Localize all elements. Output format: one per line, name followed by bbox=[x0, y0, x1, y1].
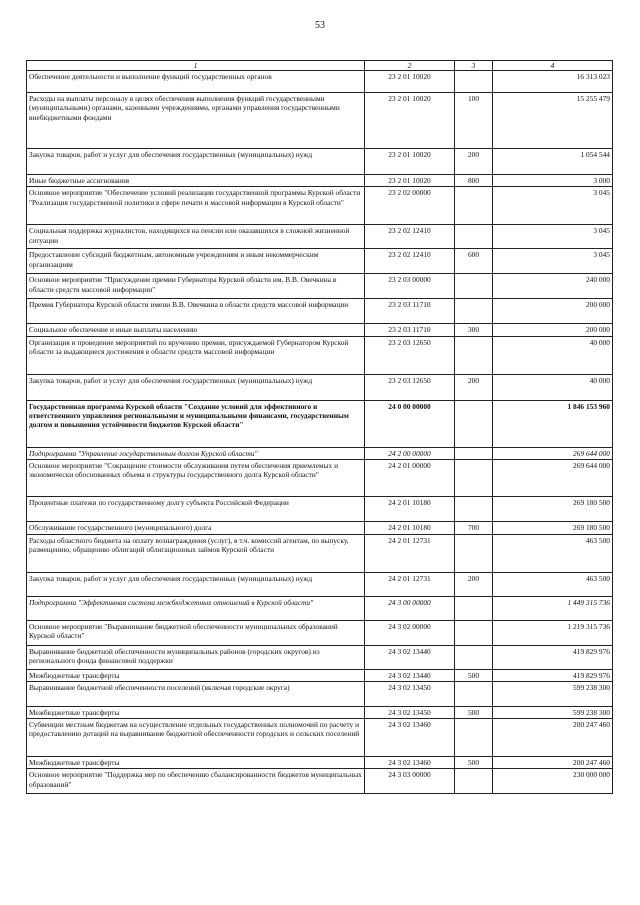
row-name-cell: Основное мероприятие "Обеспечение условий реализации государственной программы Курской области "Реализация государственной политики в сфере печати и массовой информации в Курской области" bbox=[27, 187, 365, 225]
row-amount-cell: 200 247 460 bbox=[493, 719, 613, 757]
row-type-cell bbox=[455, 596, 493, 620]
table-row bbox=[27, 620, 613, 645]
row-name-cell: Основное мероприятие "Присуждение премии Губернатора Курской области им. В.В. Овечкина в области средств массовой информации" bbox=[27, 274, 365, 299]
row-type-cell: 300 bbox=[455, 324, 493, 336]
row-name-cell: Обеспечение деятельности и выполнение функций государственных органов bbox=[27, 71, 365, 93]
page-number: 53 bbox=[315, 20, 325, 31]
row-amount-cell: 200 000 bbox=[493, 324, 613, 336]
column-header-code: 2 bbox=[365, 61, 455, 71]
row-code-cell: 24 3 00 00000 bbox=[365, 596, 455, 620]
row-amount-cell: 200 247 460 bbox=[493, 757, 613, 769]
row-amount-cell: 269 644 000 bbox=[493, 447, 613, 459]
table-row bbox=[27, 459, 613, 496]
row-name-cell: Расходы областного бюджета на оплату вознаграждения (услуг), в т.ч. комиссий агентам, по выпуску, размещению, обращению облигаций облигационных займов Курской области bbox=[27, 534, 365, 572]
table-row bbox=[27, 225, 613, 249]
row-name-cell: Закупка товаров, работ и услуг для обеспечения государственных (муниципальных) нужд bbox=[27, 374, 365, 400]
row-type-cell: 500 bbox=[455, 669, 493, 681]
row-type-cell bbox=[455, 400, 493, 447]
row-code-cell: 23 2 01 10020 bbox=[365, 71, 455, 93]
row-code-cell: 24 3 02 13460 bbox=[365, 719, 455, 757]
row-code-cell: 24 3 02 00000 bbox=[365, 620, 455, 645]
row-type-cell: 200 bbox=[455, 149, 493, 175]
row-amount-cell: 269 180 500 bbox=[493, 521, 613, 534]
row-name-cell: Межбюджетные трансферты bbox=[27, 669, 365, 681]
table-row bbox=[27, 645, 613, 669]
row-code-cell: 23 2 03 12650 bbox=[365, 374, 455, 400]
row-code-cell: 24 2 00 00000 bbox=[365, 447, 455, 459]
row-name-cell: Социальная поддержка журналистов, находящихся на пенсии или оказавшихся в сложной жизненной ситуации bbox=[27, 225, 365, 249]
row-amount-cell: 3 045 bbox=[493, 249, 613, 274]
row-amount-cell: 200 000 bbox=[493, 299, 613, 324]
row-code-cell: 23 2 01 10020 bbox=[365, 93, 455, 149]
row-code-cell: 24 3 03 00000 bbox=[365, 769, 455, 794]
row-type-cell bbox=[455, 299, 493, 324]
row-code-cell: 24 3 02 13440 bbox=[365, 669, 455, 681]
table-row bbox=[27, 719, 613, 757]
row-type-cell: 700 bbox=[455, 521, 493, 534]
row-code-cell: 23 2 01 10020 bbox=[365, 175, 455, 187]
row-name-cell: Социальное обеспечение и иные выплаты населению bbox=[27, 324, 365, 336]
table-row bbox=[27, 682, 613, 707]
row-name-cell: Процентные платежи по государственному долгу субъекта Российской Федерации bbox=[27, 496, 365, 521]
row-type-cell bbox=[455, 447, 493, 459]
row-name-cell: Государственная программа Курской области "Создание условий для эффективного и ответственного управления региональными и муниципальными финансами, государственным долгом и повышения устойчивости бюджетов Курской области" bbox=[27, 400, 365, 447]
row-type-cell bbox=[455, 769, 493, 794]
row-name-cell: Основное мероприятие "Выравнивание бюджетной обеспеченности муниципальных образований Курской области" bbox=[27, 620, 365, 645]
row-amount-cell: 1 054 544 bbox=[493, 149, 613, 175]
row-type-cell bbox=[455, 719, 493, 757]
row-type-cell bbox=[455, 496, 493, 521]
row-amount-cell: 1 449 315 736 bbox=[493, 596, 613, 620]
row-name-cell: Выравнивание бюджетной обеспеченности муниципальных районов (городских округов) из регионального фонда финансовой поддержки bbox=[27, 645, 365, 669]
row-name-cell: Подпрограмма "Эффективная система межбюджетных отношений в Курской области" bbox=[27, 596, 365, 620]
table-row bbox=[27, 757, 613, 769]
row-code-cell: 24 2 01 12731 bbox=[365, 534, 455, 572]
row-type-cell bbox=[455, 459, 493, 496]
table-row bbox=[27, 187, 613, 225]
row-code-cell: 23 2 02 12410 bbox=[365, 249, 455, 274]
row-amount-cell: 463 500 bbox=[493, 572, 613, 596]
row-code-cell: 23 2 03 00000 bbox=[365, 274, 455, 299]
row-code-cell: 24 2 01 12731 bbox=[365, 572, 455, 596]
table-header-row bbox=[27, 61, 613, 71]
row-code-cell: 24 3 02 13450 bbox=[365, 682, 455, 707]
row-name-cell: Обслуживание государственного (муниципального) долга bbox=[27, 521, 365, 534]
row-code-cell: 24 3 02 13450 bbox=[365, 707, 455, 719]
row-code-cell: 23 2 01 10020 bbox=[365, 149, 455, 175]
table-row bbox=[27, 93, 613, 149]
row-type-cell bbox=[455, 71, 493, 93]
table-row bbox=[27, 447, 613, 459]
row-type-cell bbox=[455, 225, 493, 249]
row-name-cell: Предоставление субсидий бюджетным, автономным учреждениям и иным некоммерческим организациям bbox=[27, 249, 365, 274]
table-row bbox=[27, 299, 613, 324]
row-amount-cell: 40 000 bbox=[493, 374, 613, 400]
row-name-cell: Расходы на выплаты персоналу в целях обеспечения выполнения функций государственными (муниципальными) органами, казенными учреждениями, органами управления государственными внебюджетными фондами bbox=[27, 93, 365, 149]
row-amount-cell: 463 500 bbox=[493, 534, 613, 572]
row-amount-cell: 240 000 bbox=[493, 274, 613, 299]
row-code-cell: 24 2 01 00000 bbox=[365, 459, 455, 496]
table-row bbox=[27, 534, 613, 572]
row-amount-cell: 1 846 153 960 bbox=[493, 400, 613, 447]
row-amount-cell: 1 219 315 736 bbox=[493, 620, 613, 645]
row-code-cell: 24 3 02 13440 bbox=[365, 645, 455, 669]
row-code-cell: 24 2 01 10180 bbox=[365, 521, 455, 534]
row-name-cell: Основное мероприятие "Поддержка мер по обеспечению сбалансированности бюджетов муниципальных образований" bbox=[27, 769, 365, 794]
column-header-type: 3 bbox=[455, 61, 493, 71]
row-code-cell: 23 2 02 00000 bbox=[365, 187, 455, 225]
row-type-cell bbox=[455, 682, 493, 707]
row-name-cell: Основное мероприятие "Сокращение стоимости обслуживания путем обеспечения приемлемых и экономически обоснованных объема и структуры государственного долга Курской области" bbox=[27, 459, 365, 496]
row-code-cell: 23 2 03 12650 bbox=[365, 336, 455, 374]
row-amount-cell: 16 313 023 bbox=[493, 71, 613, 93]
row-type-cell bbox=[455, 187, 493, 225]
table-row bbox=[27, 274, 613, 299]
table-row bbox=[27, 496, 613, 521]
row-name-cell: Выравнивание бюджетной обеспеченности поселений (включая городские округа) bbox=[27, 682, 365, 707]
row-type-cell bbox=[455, 336, 493, 374]
row-amount-cell: 15 255 479 bbox=[493, 93, 613, 149]
row-amount-cell: 3 045 bbox=[493, 187, 613, 225]
row-code-cell: 23 2 03 11710 bbox=[365, 324, 455, 336]
row-name-cell: Закупка товаров, работ и услуг для обеспечения государственных (муниципальных) нужд bbox=[27, 149, 365, 175]
row-code-cell: 24 0 00 00000 bbox=[365, 400, 455, 447]
row-amount-cell: 230 000 000 bbox=[493, 769, 613, 794]
row-type-cell: 600 bbox=[455, 249, 493, 274]
row-amount-cell: 269 644 000 bbox=[493, 459, 613, 496]
row-name-cell: Подпрограмма "Управление государственным долгом Курской области" bbox=[27, 447, 365, 459]
row-name-cell: Закупка товаров, работ и услуг для обеспечения государственных (муниципальных) нужд bbox=[27, 572, 365, 596]
table-row bbox=[27, 572, 613, 596]
column-header-name: 1 bbox=[27, 61, 365, 71]
row-type-cell: 500 bbox=[455, 707, 493, 719]
row-amount-cell: 269 180 500 bbox=[493, 496, 613, 521]
row-amount-cell: 3 045 bbox=[493, 225, 613, 249]
row-type-cell: 200 bbox=[455, 374, 493, 400]
row-amount-cell: 3 000 bbox=[493, 175, 613, 187]
row-name-cell: Организация и проведение мероприятий по вручению премии, присуждаемой Губернатором Курской области за выдающиеся достижения в области средств массовой информации bbox=[27, 336, 365, 374]
row-amount-cell: 40 000 bbox=[493, 336, 613, 374]
table-row bbox=[27, 596, 613, 620]
row-type-cell: 100 bbox=[455, 93, 493, 149]
table-row bbox=[27, 175, 613, 187]
row-amount-cell: 419 829 976 bbox=[493, 645, 613, 669]
row-type-cell bbox=[455, 645, 493, 669]
table-row bbox=[27, 769, 613, 794]
table-row bbox=[27, 149, 613, 175]
row-type-cell bbox=[455, 534, 493, 572]
budget-table bbox=[26, 60, 613, 794]
table-row bbox=[27, 374, 613, 400]
row-name-cell: Иные бюджетные ассигнования bbox=[27, 175, 365, 187]
table-body bbox=[27, 71, 613, 794]
table-row bbox=[27, 71, 613, 93]
row-amount-cell: 419 829 976 bbox=[493, 669, 613, 681]
row-code-cell: 23 2 02 12410 bbox=[365, 225, 455, 249]
row-code-cell: 24 2 01 10180 bbox=[365, 496, 455, 521]
table-row bbox=[27, 400, 613, 447]
row-name-cell: Премия Губернатора Курской области имени В.В. Овечкина в области средств массовой информации bbox=[27, 299, 365, 324]
table-row bbox=[27, 336, 613, 374]
row-amount-cell: 599 238 300 bbox=[493, 682, 613, 707]
row-name-cell: Субвенции местным бюджетам на осуществление отдельных государственных полномочий по расчету и предоставлению дотаций на выравнивание бюджетной обеспеченности городских и сельских поселений bbox=[27, 719, 365, 757]
table-row bbox=[27, 707, 613, 719]
row-type-cell: 500 bbox=[455, 757, 493, 769]
table-row bbox=[27, 521, 613, 534]
row-code-cell: 23 2 03 11710 bbox=[365, 299, 455, 324]
row-type-cell bbox=[455, 620, 493, 645]
row-amount-cell: 599 238 300 bbox=[493, 707, 613, 719]
table-row bbox=[27, 249, 613, 274]
table-row bbox=[27, 324, 613, 336]
row-type-cell: 800 bbox=[455, 175, 493, 187]
row-name-cell: Межбюджетные трансферты bbox=[27, 757, 365, 769]
row-type-cell bbox=[455, 274, 493, 299]
column-header-amount: 4 bbox=[493, 61, 613, 71]
row-code-cell: 24 3 02 13460 bbox=[365, 757, 455, 769]
row-type-cell: 200 bbox=[455, 572, 493, 596]
table-row bbox=[27, 669, 613, 681]
row-name-cell: Межбюджетные трансферты bbox=[27, 707, 365, 719]
